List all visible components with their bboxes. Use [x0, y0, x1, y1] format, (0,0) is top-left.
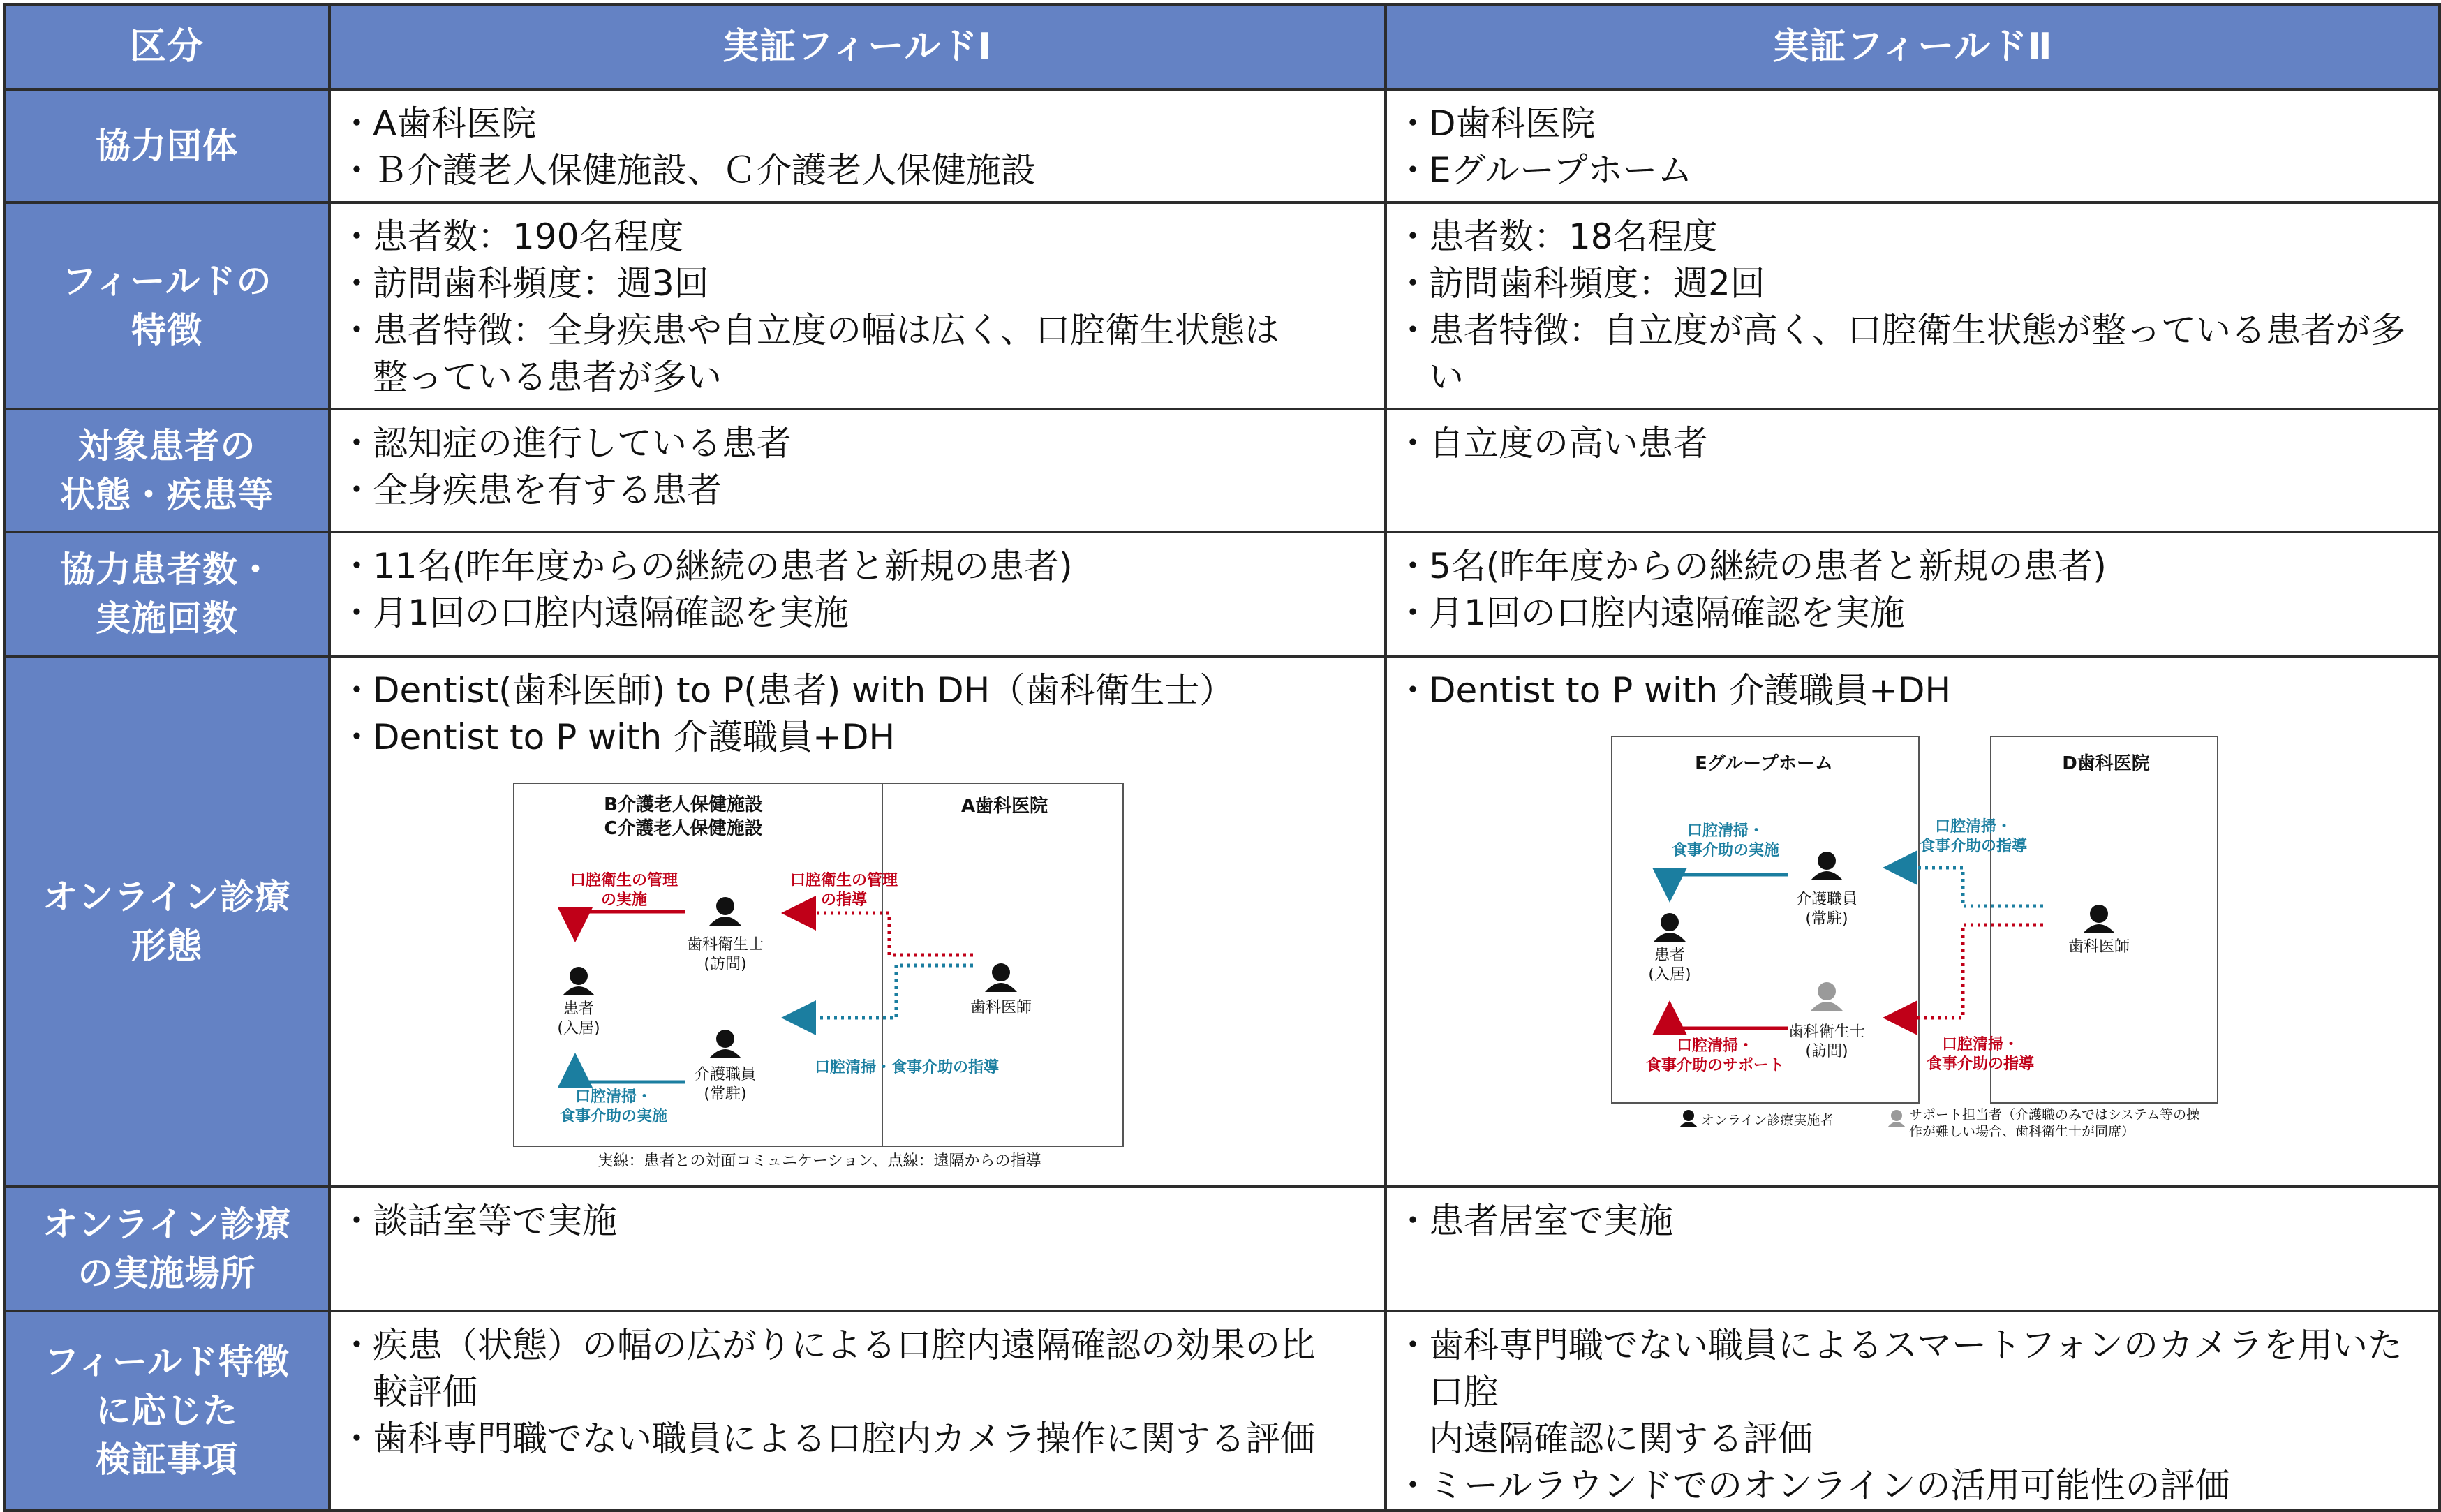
- label-line: 検証事項: [96, 1439, 238, 1480]
- list-item: ・ Ｂ介護老人保健施設、Ｃ介護老人保健施設: [352, 147, 1370, 194]
- label-line: 特徴: [131, 310, 202, 350]
- cell-verify-f2: [1386, 1311, 2440, 1511]
- blue-right-label: 口腔清掃・食事介助の指導: [814, 1059, 999, 1076]
- list-item-continued: い: [1429, 357, 1464, 397]
- label-line: 食事介助の実施: [559, 1108, 667, 1125]
- legend-support-person-icon: [1887, 1110, 1906, 1127]
- label-line: 歯科衛生士: [1788, 1023, 1865, 1041]
- cell-count-f1: [329, 532, 1386, 656]
- label-line: 口腔衛生の管理: [570, 872, 678, 889]
- label-line: の実施場所: [77, 1253, 256, 1294]
- cell-features-f1: [329, 202, 1386, 409]
- label-partners: [4, 89, 329, 202]
- caregiver-label: [683, 1065, 767, 1104]
- red-left-label: [1624, 1037, 1806, 1076]
- clinic-title: A歯科医院: [960, 796, 1048, 817]
- list-item: ・ 歯科専門職でない職員による口腔内カメラ操作に関する評価: [352, 1416, 1370, 1462]
- label-line: サポート担当者（介護職のみではシステム等の操: [1909, 1107, 2200, 1122]
- label-line: 口腔清掃・: [574, 1088, 652, 1106]
- list-item: ・ Dentist to P with 介護職員+DH: [1408, 667, 2424, 714]
- label-line: 歯科衛生士: [686, 936, 764, 954]
- cell-features-f2: [1386, 202, 2440, 409]
- patient-label: [547, 1000, 610, 1039]
- list-item: ・ ミールラウンドでのオンラインの活用可能性の評価: [1408, 1462, 2424, 1509]
- clinic-title: D歯科医院: [2062, 753, 2150, 774]
- list-item: ・ 患者数：190名程度: [352, 214, 1370, 260]
- label-line: オンライン診療: [43, 1204, 291, 1245]
- label-line: (入居): [1648, 966, 1691, 984]
- red-right-label: [1910, 1035, 2050, 1074]
- row-verify: [4, 1311, 2440, 1511]
- list-item: ・ 患者数：18名程度: [1408, 214, 2424, 260]
- legend-support-label: [1909, 1106, 2199, 1140]
- label-line: フィールド特徴: [44, 1342, 290, 1382]
- cell-verify-f1: [329, 1311, 1386, 1511]
- list-item: ・ 月1回の口腔内遠隔確認を実施: [1408, 590, 2424, 637]
- cell-form-f1: [329, 656, 1386, 1187]
- label-line: 口腔衛生の管理: [789, 872, 898, 889]
- header-field-2: 実証フィールドⅡ: [1386, 4, 2440, 89]
- dentist-label: 歯科医師: [970, 999, 1032, 1016]
- list-item: ・ Dentist to P with 介護職員+DH: [352, 714, 1370, 761]
- cell-place-f1: [329, 1187, 1386, 1311]
- facility-title-line: C介護老人保健施設: [604, 818, 763, 839]
- label-line: フィールドの: [61, 261, 272, 302]
- list-item: ・ 患者特徴：自立度が高く、口腔衛生状態が整っている患者が多: [1408, 307, 2424, 354]
- list-item: ・ 歯科専門職でない職員によるスマートフォンのカメラを用いた口腔: [1408, 1322, 2424, 1416]
- diagram-caption: 実線：患者との対面コミュニケーション、点線：遠隔からの指導: [598, 1152, 1041, 1170]
- label-line: 患者: [563, 1000, 594, 1018]
- diagram-field-1: [512, 780, 1144, 1171]
- label-line: の実施: [600, 891, 647, 909]
- label-line: 口腔清掃・: [1686, 822, 1764, 840]
- row-form: [4, 656, 2440, 1187]
- blue-right-label: [1904, 817, 2043, 857]
- list-item: ・ D歯科医院: [1408, 101, 2424, 147]
- list-item: ・ 自立度の高い患者: [1408, 420, 2424, 467]
- diagram-field-2: [1610, 735, 2246, 1168]
- cell-target-f2: [1386, 409, 2440, 532]
- label-line: 対象患者の: [77, 426, 256, 466]
- comparison-table: [3, 3, 2441, 1512]
- label-line: オンライン診療: [43, 877, 291, 917]
- row-partners: [4, 89, 2440, 202]
- label-line: 食事介助の指導: [1919, 838, 2027, 855]
- list-item: ・ 訪問歯科頻度：週2回: [1408, 260, 2424, 307]
- facility-title-line: B介護老人保健施設: [604, 794, 763, 815]
- patient-label: [1638, 946, 1701, 985]
- label-line: 協力患者数・: [60, 549, 274, 590]
- cell-place-f2: [1386, 1187, 2440, 1311]
- hygienist-label: [683, 935, 767, 974]
- facility-title: Eグループホーム: [1695, 753, 1833, 774]
- row-count: [4, 532, 2440, 656]
- label-line: 介護職員: [694, 1066, 756, 1083]
- label-line: 実施回数: [96, 598, 238, 639]
- cell-count-f2: [1386, 532, 2440, 656]
- list-item: ・ Eグループホーム: [1408, 147, 2424, 194]
- label-count: [4, 532, 329, 656]
- label-line: 介護職員: [1795, 891, 1857, 908]
- blue-left-label: [544, 1088, 683, 1127]
- cell-target-f1: [329, 409, 1386, 532]
- legend-person-icon: [1679, 1110, 1698, 1127]
- row-place: [4, 1187, 2440, 1311]
- label-line: 形態: [131, 926, 202, 966]
- label-line: 口腔清掃・: [1941, 1036, 2019, 1053]
- label-form: [4, 656, 329, 1187]
- hygienist-label: [1785, 1023, 1869, 1062]
- cell-partners-f2: [1386, 89, 2440, 202]
- list-item: ・ 患者特徴：全身疾患や自立度の幅は広く、口腔衛生状態は: [352, 307, 1370, 354]
- list-item: ・ 疾患（状態）の幅の広がりによる口腔内遠隔確認の効果の比: [352, 1322, 1370, 1369]
- list-item: ・ 談話室等で実施: [352, 1198, 1370, 1245]
- list-item-continued: 整っている患者が多い: [373, 357, 722, 397]
- caregiver-label: [1785, 890, 1869, 929]
- label-line: 口腔清掃・: [1934, 818, 2012, 836]
- label-line: に応じた: [96, 1391, 238, 1431]
- red-left-label: [554, 871, 694, 910]
- label-line: 患者: [1654, 947, 1685, 964]
- row-target: [4, 409, 2440, 532]
- red-right-label: [774, 871, 914, 910]
- label-features: [4, 202, 329, 409]
- label-line: 作が難しい場合、歯科衛生士が同席）: [1909, 1124, 2135, 1139]
- facility-title: [558, 793, 809, 840]
- list-item: ・ 患者居室で実施: [1408, 1198, 2424, 1245]
- row-features: [4, 202, 2440, 409]
- list-item: ・ 訪問歯科頻度：週3回: [352, 260, 1370, 307]
- legend-implementer-label: オンライン診療実施者: [1701, 1113, 1834, 1128]
- diagram-field-2-graphic: [1610, 735, 2246, 1168]
- label-line: (訪問): [704, 956, 747, 973]
- blue-left-label: [1656, 822, 1795, 861]
- label-line: 食事介助のサポート: [1645, 1057, 1784, 1074]
- label-line: 口腔清掃・: [1676, 1037, 1753, 1055]
- label-line: (常駐): [1805, 910, 1848, 928]
- label-line: 状態・疾患等: [60, 475, 274, 515]
- label-line: (訪問): [1805, 1043, 1848, 1060]
- label-target: [4, 409, 329, 532]
- label-line: 食事介助の実施: [1671, 842, 1779, 859]
- list-item-continued: 内遠隔確認に関する評価: [1429, 1418, 1813, 1459]
- label-line: (常駐): [704, 1085, 747, 1103]
- list-item: ・ 11名(昨年度からの継続の患者と新規の患者): [352, 543, 1370, 590]
- label-place: [4, 1187, 329, 1311]
- dentist-label: 歯科医師: [2068, 938, 2130, 956]
- list-item: ・ A歯科医院: [352, 101, 1370, 147]
- list-item: ・ 5名(昨年度からの継続の患者と新規の患者): [1408, 543, 2424, 590]
- list-item: ・ Dentist(歯科医師) to P(患者) with DH（歯科衛生士）: [352, 667, 1370, 714]
- list-item: ・ 全身疾患を有する患者: [352, 467, 1370, 514]
- label-line: の指導: [820, 891, 867, 909]
- label-line: 協力団体: [96, 126, 238, 166]
- list-item-continued: 較評価: [373, 1372, 477, 1412]
- header-row: [4, 4, 2440, 89]
- label-line: 食事介助の指導: [1926, 1055, 2034, 1073]
- cell-partners-f1: [329, 89, 1386, 202]
- list-item: ・ 認知症の進行している患者: [352, 420, 1370, 467]
- cell-form-f2: [1386, 656, 2440, 1187]
- header-category: 区分: [4, 4, 329, 89]
- label-line: (入居): [557, 1020, 600, 1037]
- label-verify: [4, 1311, 329, 1511]
- header-field-1: 実証フィールドⅠ: [329, 4, 1386, 89]
- list-item: ・ 月1回の口腔内遠隔確認を実施: [352, 590, 1370, 637]
